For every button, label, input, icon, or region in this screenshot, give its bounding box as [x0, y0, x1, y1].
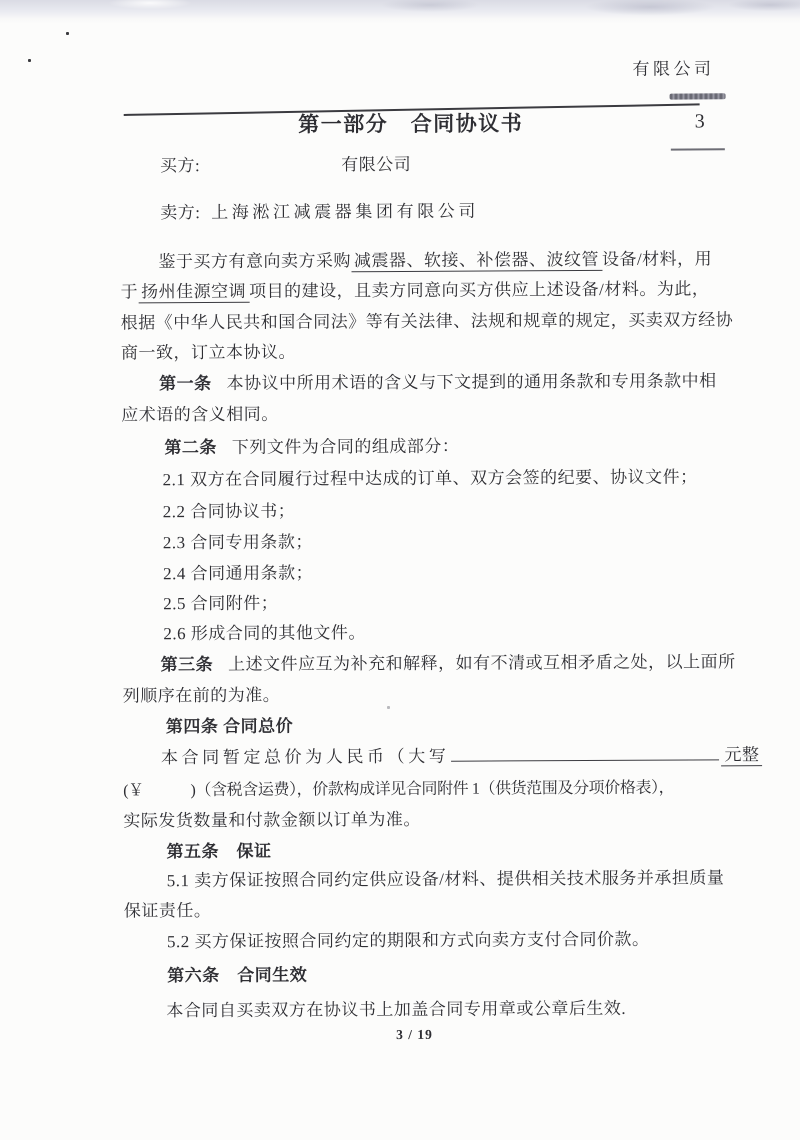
article5-item1-line-2: 保证责任。: [123, 900, 212, 921]
article2-item: 2.5 合同附件；: [163, 593, 279, 614]
article3-line-1: [160, 650, 735, 677]
article2-item: 2.6 形成合同的其他文件。: [163, 623, 366, 644]
price-amount-blank: [451, 757, 719, 761]
preamble-text: 于: [120, 282, 139, 302]
article4-heading: 第四条 合同总价: [165, 716, 294, 737]
preamble-line-3: 根据《中华人民共和国合同法》等有关法律、法规和规章的规定，买卖双方经协: [120, 310, 734, 333]
article2-item: 2.1 双方在合同履行过程中达成的订单、双方会签的纪要、协议文件；: [162, 467, 698, 490]
article1-line-1: [159, 369, 717, 396]
footer-page-indicator: 3 / 19: [396, 1026, 433, 1043]
article2-item: 2.2 合同协议书；: [162, 501, 296, 522]
article4-line-2: (￥ )（含税含运费），价款构成详见合同附件 1（供货范围及分项价格表），: [123, 779, 675, 800]
buyer-name-blank: [200, 170, 341, 171]
article6-line-1: 本合同自买卖双方在协议书上加盖合同专用章或公章后生效.: [166, 998, 627, 1021]
preamble-line-2: [121, 277, 710, 304]
preamble-text: 设备/材料，用: [601, 249, 713, 269]
article3-label: 第三条: [160, 654, 214, 675]
project-name-underlined: 扬州佳源空调: [138, 282, 249, 304]
header-company-suffix: 有限公司: [632, 59, 715, 79]
preamble-text: 鉴于买方有意向卖方采购: [158, 251, 351, 272]
article5-heading: 第五条 保证: [166, 841, 272, 862]
buyer-value: 有限公司: [341, 154, 412, 175]
page-number-underline: [671, 148, 725, 150]
article2-heading: [164, 435, 459, 461]
seller-label: 卖方:: [160, 203, 201, 223]
article4-price-line: [161, 743, 763, 770]
article3-text: 上述文件应互为补充和解释，如有不清或互相矛盾之处，以上面所: [227, 652, 736, 674]
preamble-text: 项目的建设，且卖方同意向买方供应上述设备/材料。为此，: [249, 279, 710, 301]
article6-heading: 第六条 合同生效: [167, 965, 308, 986]
header-rule-smudge: [670, 93, 726, 99]
seller-line: [160, 200, 479, 226]
article2-label: 第二条: [164, 437, 217, 458]
page-number: 3: [694, 110, 705, 133]
purchased-items-underlined: 减震器、软接、补偿器、波纹管: [351, 250, 602, 272]
article3-line-2: 列顺序在前的为准。: [122, 685, 281, 706]
article2-item: 2.4 合同通用条款；: [163, 563, 314, 584]
article1-text: 本协议中所用术语的含义与下文提到的通用条款和专用条款中相: [226, 371, 717, 393]
price-text: 本合同暂定总价为人民币（大写: [160, 746, 450, 768]
buyer-label: 买方:: [159, 156, 201, 176]
article1-label: 第一条: [159, 373, 212, 394]
preamble-line-1: [158, 247, 712, 274]
preamble-line-4: 商一致，订立本协议。: [120, 342, 296, 363]
page-title: 第一部分 合同协议书: [298, 111, 524, 137]
article2-intro: 下列文件为合同的组成部分：: [231, 436, 460, 457]
article2-item: 2.3 合同专用条款；: [162, 532, 313, 553]
buyer-line: [160, 153, 411, 178]
yuan-suffix-underlined: 元整: [721, 745, 762, 766]
seller-value: 上海淞江减震器集团有限公司: [211, 201, 480, 222]
article5-item1-line-1: 5.1 卖方保证按照合同约定供应设备/材料、提供相关技术服务并承担质量: [166, 868, 725, 891]
article4-line-3: 实际发货数量和付款金额以订单为准。: [123, 809, 421, 831]
article5-item2: 5.2 买方保证按照合同约定的期限和方式向卖方支付合同价款。: [166, 929, 650, 952]
article1-line-2: 应术语的含义相同。: [121, 404, 279, 425]
